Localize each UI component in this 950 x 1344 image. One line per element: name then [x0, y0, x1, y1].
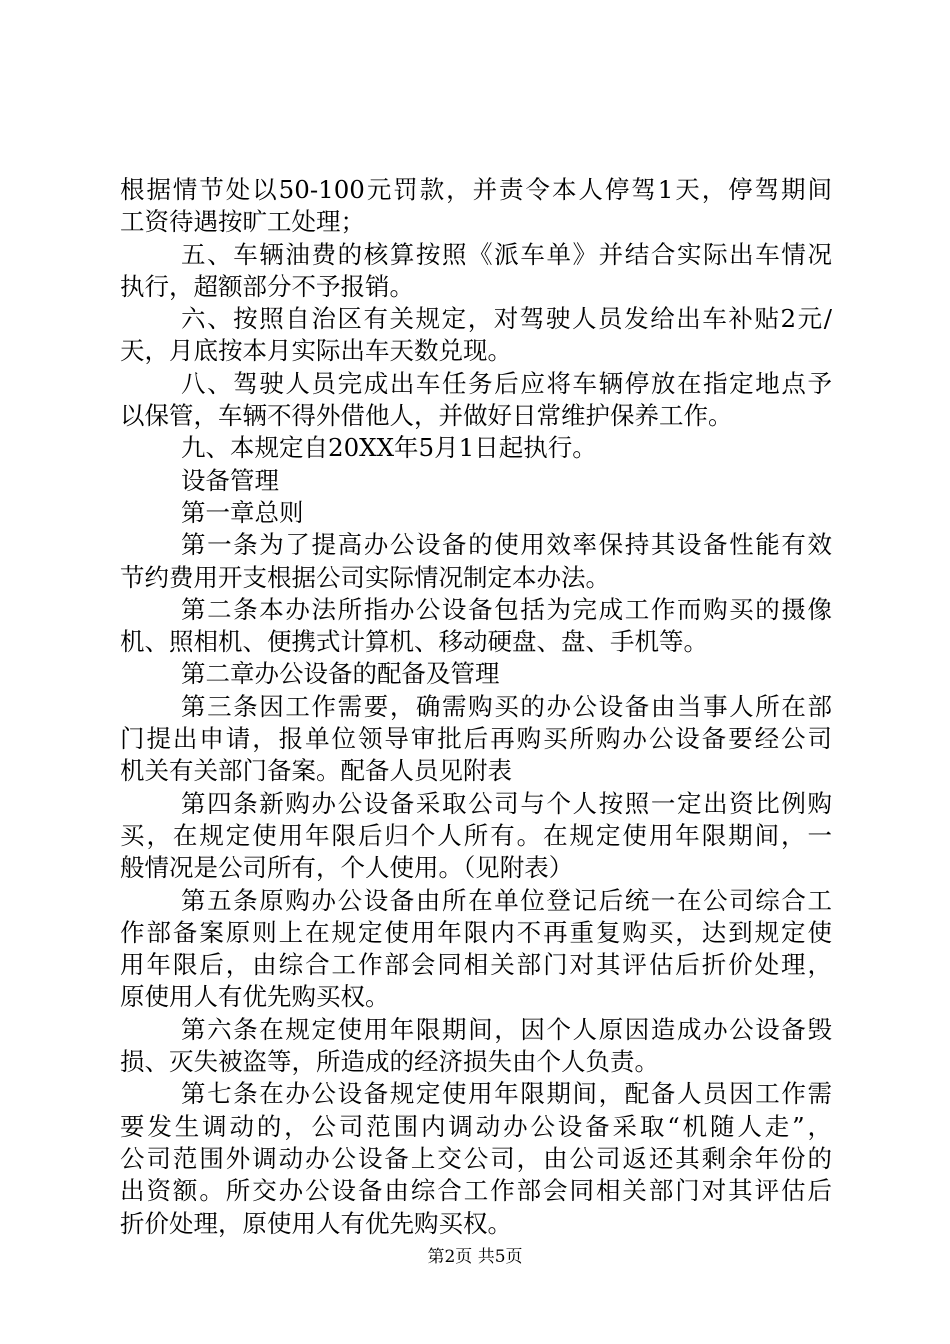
text-line: 出资额。所交办公设备由综合工作部会同相关部门对其评估后 — [120, 1176, 832, 1206]
text-line: 以保管，车辆不得外借他人，并做好日常维护保养工作。 — [120, 401, 733, 431]
text-line: 门提出申请，报单位领导审批后再购买所购办公设备要经公司 — [120, 724, 832, 754]
text-line: 九、本规定自20XX年5月1日起执行。 — [181, 433, 597, 463]
text-line: 机、照相机、便携式计算机、移动硬盘、盘、手机等。 — [120, 627, 708, 657]
section-heading: 设备管理 — [181, 465, 279, 495]
text-line: 般情况是公司所有，个人使用。（见附表） — [120, 853, 574, 883]
text-line: 用年限后，由综合工作部会同相关部门对其评估后折价处理， — [120, 950, 832, 980]
text-line: 第六条在规定使用年限期间，因个人原因造成办公设备毁 — [181, 1014, 832, 1044]
text-line: 第三条因工作需要，确需购买的办公设备由当事人所在部 — [181, 691, 832, 721]
page-number: 第2页 共5页 — [427, 1247, 523, 1267]
text-line: 第二条本办法所指办公设备包括为完成工作而购买的摄像 — [181, 594, 832, 624]
text-line: 工资待遇按旷工处理； — [120, 207, 365, 237]
text-line: 作部备案原则上在规定使用年限内不再重复购买，达到规定使 — [120, 917, 832, 947]
text-line: 六、按照自治区有关规定，对驾驶人员发给出车补贴2元/ — [181, 304, 832, 334]
text-line: 原使用人有优先购买权。 — [120, 982, 390, 1012]
text-line: 第五条原购办公设备由所在单位登记后统一在公司综合工 — [181, 885, 832, 915]
chapter-heading: 第二章办公设备的配备及管理 — [181, 659, 500, 689]
text-line: 五、车辆油费的核算按照《派车单》并结合实际出车情况 — [181, 239, 832, 269]
document-body — [120, 174, 832, 1240]
text-line: 第一条为了提高办公设备的使用效率保持其设备性能有效 — [181, 530, 832, 560]
text-line: 机关有关部门备案。配备人员见附表 — [120, 756, 512, 786]
text-line: 天，月底按本月实际出车天数兑现。 — [120, 336, 512, 366]
text-line: 第七条在办公设备规定使用年限期间，配备人员因工作需 — [181, 1079, 832, 1109]
text-line: 公司范围外调动办公设备上交公司，由公司返还其剩余年份的 — [120, 1143, 832, 1173]
text-line: 折价处理，原使用人有优先购买权。 — [120, 1208, 512, 1238]
text-line: 节约费用开支根据公司实际情况制定本办法。 — [120, 562, 610, 592]
chapter-heading: 第一章总则 — [181, 497, 304, 527]
text-line: 根据情节处以50-100元罚款，并责令本人停驾1天，停驾期间 — [120, 175, 832, 204]
text-line: 要发生调动的，公司范围内调动办公设备采取“机随人走”， — [120, 1111, 832, 1141]
text-line: 执行，超额部分不予报销。 — [120, 271, 414, 301]
text-line: 买，在规定使用年限后归个人所有。在规定使用年限期间，一 — [120, 820, 832, 850]
text-line: 第四条新购办公设备采取公司与个人按照一定出资比例购 — [181, 788, 832, 818]
text-line: 损、灭失被盗等，所造成的经济损失由个人负责。 — [120, 1047, 659, 1077]
text-line: 八、驾驶人员完成出车任务后应将车辆停放在指定地点予 — [181, 368, 832, 398]
